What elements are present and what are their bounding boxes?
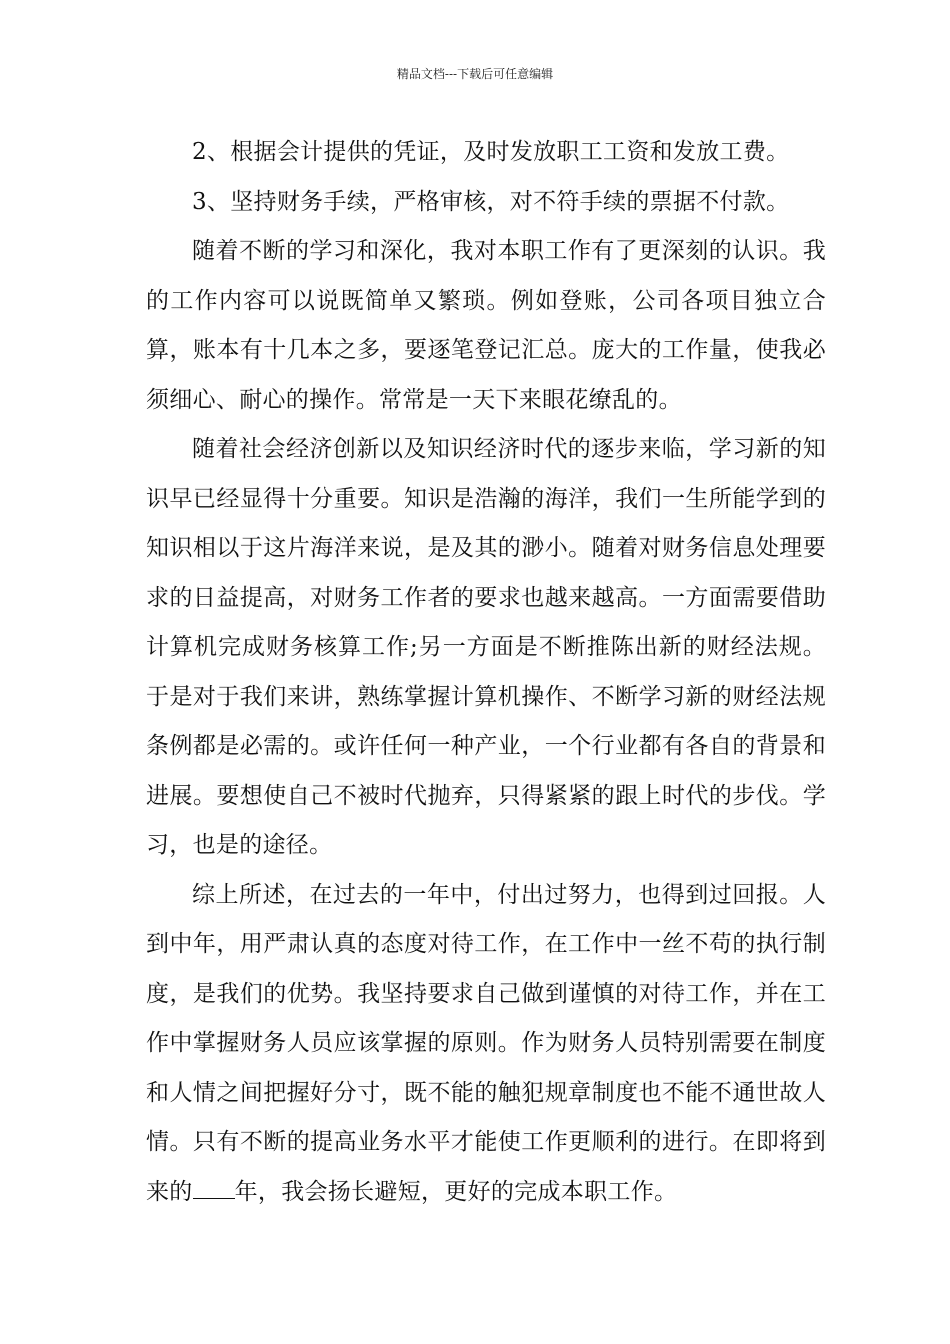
paragraph-item-3: 3、坚持财务手续，严格审核，对不符手续的票据不付款。 [192, 188, 790, 215]
paragraph-summary [146, 871, 826, 1218]
year-blank [193, 1176, 235, 1199]
summary-text-after-blank: 年，我会扬长避短，更好的完成本职工作。 [234, 1178, 678, 1205]
document-body [146, 128, 826, 1217]
paragraph-knowledge: 随着社会经济创新以及知识经济时代的逐步来临，学习新的知识早已经显得十分重要。知识是浩瀚的海洋，我们一生所能学到的知识相以于这片海洋来说，是及其的渺小。随着对财务信息处理要求的日益提高，对财务工作者的要求也越来越高。一方面需要借助计算机完成财务核算工作;另一方面是不断推陈出新的财经法规。于是对于我们来讲，熟练掌握计算机操作、不断学习新的财经法规条例都是必需的。或许任何一种产业，一个行业都有各自的背景和进展。要想使自己不被时代抛弃，只得紧紧的跟上时代的步伐。学习，也是的途径。 [146, 436, 826, 858]
page-header: 精品文档---下载后可任意编辑 [396, 67, 554, 81]
summary-text-before-blank: 综上所述，在过去的一年中，付出过努力，也得到过回报。人到中年，用严肃认真的态度对待工作，在工作中一丝不苟的执行制度，是我们的优势。我坚持要求自己做到谨慎的对待工作，并在工作中掌握财务人员应该掌握的原则。作为财务人员特别需要在制度和人情之间把握好分寸，既不能的触犯规章制度也不能不通世故人情。只有不断的提高业务水平才能使工作更顺利的进行。在即将到来的 [146, 881, 826, 1205]
paragraph-item-2: 2、根据会计提供的凭证，及时发放职工工资和发放工费。 [192, 139, 790, 165]
paragraph-learning: 随着不断的学习和深化，我对本职工作有了更深刻的认识。我的工作内容可以说既简单又繁琐。例如登账，公司各项目独立合算，账本有十几本之多，要逐笔登记汇总。庞大的工作量，使我必须细心、耐心的操作。常常是一天下来眼花缭乱的。 [146, 238, 826, 413]
